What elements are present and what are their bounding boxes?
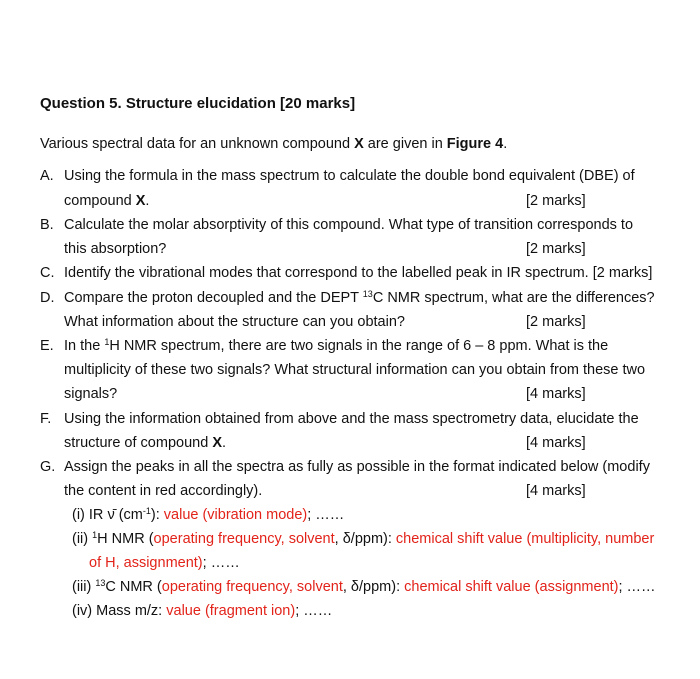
- item-c-line-1: Identify the vibrational modes that correspond to the labelled peak in IR spectrum. [2 marks]: [64, 265, 653, 281]
- intro-text-2: are given in: [363, 136, 447, 152]
- ir-unit: (cm: [114, 507, 143, 523]
- h-nmr-title: H NMR (: [97, 531, 154, 547]
- item-d-letter: D.: [40, 290, 55, 306]
- item-b-letter: B.: [40, 217, 54, 233]
- format-h-nmr-line-1: [72, 530, 654, 548]
- item-b-line-2: this absorption?: [64, 241, 167, 257]
- item-e-marks: [4 marks]: [526, 386, 586, 402]
- intro-text-3: .: [503, 136, 508, 152]
- item-b-marks: [2 marks]: [526, 241, 586, 257]
- superscript-13: 13: [95, 578, 106, 588]
- item-e-line-2: multiplicity of these two signals? What structural information can you obtain from these two: [64, 362, 646, 378]
- item-e-line-1: [64, 337, 608, 355]
- ir-red-placeholder: value (vibration mode): [163, 507, 308, 523]
- item-g-letter: G.: [40, 459, 56, 475]
- superscript-13: 13: [362, 289, 373, 299]
- item-f-line-1: Using the information obtained from above and the mass spectrometry data, elucidate the: [64, 411, 639, 427]
- superscript-minus-1: -1: [142, 506, 151, 516]
- item-b-line-1: Calculate the molar absorptivity of this compound. What type of transition corresponds to: [64, 217, 634, 233]
- item-e-line-3: signals?: [64, 386, 118, 402]
- ir-colon: ):: [150, 507, 164, 523]
- item-e-text-1: In the: [64, 338, 105, 354]
- h-nmr-red-conditions: operating frequency, solvent: [153, 531, 335, 547]
- item-g-line-2: the content in red accordingly).: [64, 483, 263, 499]
- item-a-marks: [2 marks]: [526, 193, 586, 209]
- item-e-letter: E.: [40, 338, 54, 354]
- c-nmr-title: C NMR (: [105, 579, 162, 595]
- mass-red-placeholder: value (fragment ion): [166, 603, 296, 619]
- superscript-1: 1: [92, 530, 98, 540]
- mass-ellipsis: ; ……: [295, 603, 333, 619]
- format-h-nmr-line-2: [89, 554, 240, 572]
- c-nmr-label: (iii): [72, 579, 96, 595]
- item-f-line-2: [64, 434, 226, 452]
- c-nmr-ellipsis: ; ……: [618, 579, 656, 595]
- c-nmr-unit: , δ/ppm):: [342, 579, 405, 595]
- item-a-letter: A.: [40, 168, 54, 184]
- item-f-letter: F.: [40, 411, 52, 427]
- intro-text-1: Various spectral data for an unknown compound: [40, 136, 355, 152]
- compound-x-label: X: [354, 136, 364, 152]
- format-c-nmr-line: [72, 578, 656, 596]
- item-d-line-1: [64, 289, 655, 307]
- item-d-text-2: C NMR spectrum, what are the differences?: [372, 290, 655, 306]
- h-nmr-ellipsis: ; ……: [202, 555, 240, 571]
- intro-paragraph: [40, 136, 507, 152]
- item-f-period: .: [221, 435, 227, 451]
- item-e-text-2: H NMR spectrum, there are two signals in the range of 6 – 8 ppm. What is the: [109, 338, 609, 354]
- h-nmr-red-assignment: of H, assignment): [89, 555, 203, 571]
- h-nmr-label: (ii): [72, 531, 93, 547]
- item-g-marks: [4 marks]: [526, 483, 586, 499]
- c-nmr-red-conditions: operating frequency, solvent: [161, 579, 343, 595]
- item-f-text: structure of compound: [64, 435, 213, 451]
- item-f-marks: [4 marks]: [526, 435, 586, 451]
- format-mass-line: [72, 602, 332, 620]
- compound-x-label: X: [135, 193, 146, 209]
- item-d-marks: [2 marks]: [526, 314, 586, 330]
- item-a-period: .: [145, 193, 150, 209]
- ir-label: (i) IR: [72, 507, 108, 523]
- h-nmr-red-shift: chemical shift value (multiplicity, number: [395, 531, 655, 547]
- item-d-line-2: What information about the structure can you obtain?: [64, 314, 405, 330]
- ir-ellipsis: ; ……: [307, 507, 345, 523]
- item-a-line-2: [64, 192, 149, 210]
- item-d-text-1: Compare the proton decoupled and the DEPT: [64, 290, 363, 306]
- item-a-text: compound: [64, 193, 136, 209]
- compound-x-label: X: [212, 435, 222, 451]
- format-ir-line: [72, 506, 344, 524]
- wavenumber-symbol: ν̄: [107, 507, 115, 523]
- question-title: Question 5. Structure elucidation [20 marks]: [40, 95, 356, 112]
- h-nmr-unit: , δ/ppm):: [334, 531, 396, 547]
- mass-label: (iv) Mass m/z:: [72, 603, 167, 619]
- c-nmr-red-shift: chemical shift value (assignment): [404, 579, 619, 595]
- figure-reference: Figure 4: [446, 136, 504, 152]
- item-g-line-1: Assign the peaks in all the spectra as fully as possible in the format indicated below (modify: [64, 459, 650, 475]
- item-c-letter: C.: [40, 265, 55, 281]
- item-a-line-1: Using the formula in the mass spectrum to calculate the double bond equivalent (DBE) of: [64, 168, 635, 184]
- superscript-1: 1: [104, 337, 110, 347]
